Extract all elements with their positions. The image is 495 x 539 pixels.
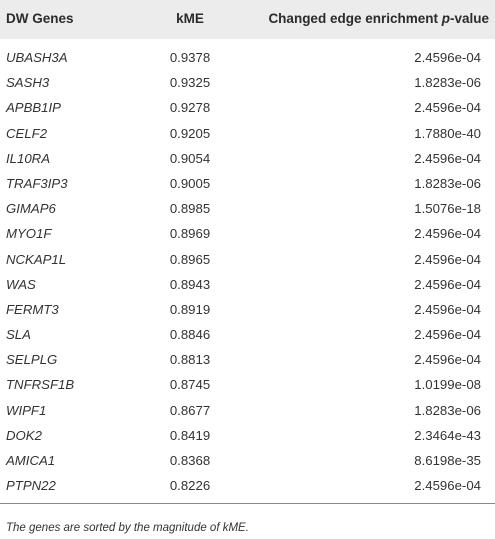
gene-cell: CELF2: [6, 125, 48, 141]
table-row: [0, 95, 495, 120]
pvalue-cell: 2.4596e-04: [414, 100, 481, 116]
kme-cell: 0.9205: [169, 125, 211, 141]
pvalue-cell: 8.6198e-35: [414, 453, 481, 468]
table-row: [0, 347, 495, 372]
table-footnote: The genes are sorted by the magnitude of kME.: [6, 522, 249, 534]
pvalue-cell: 1.8283e-06: [414, 75, 481, 91]
pvalue-cell: 2.4596e-04: [414, 50, 481, 65]
table-row: [0, 448, 495, 473]
kme-cell: 0.8919: [169, 301, 211, 317]
gene-cell: MYO1F: [6, 226, 52, 242]
header-dw-genes: DW Genes: [6, 11, 74, 26]
kme-cell: 0.8677: [169, 402, 211, 418]
pvalue-cell: 2.4596e-04: [414, 352, 481, 368]
header-pvalue: [268, 11, 489, 26]
kme-cell: 0.8813: [169, 352, 211, 368]
pvalue-cell: 2.4596e-04: [414, 301, 481, 317]
pvalue-cell: 2.4596e-04: [414, 276, 481, 292]
gene-cell: NCKAP1L: [6, 251, 67, 267]
kme-cell: 0.8368: [169, 453, 211, 468]
pvalue-cell: 1.5076e-18: [414, 201, 481, 217]
gene-cell: AMICA1: [6, 453, 56, 468]
gene-cell: SLA: [6, 327, 31, 343]
table-row: [0, 473, 495, 498]
kme-cell: 0.8943: [169, 276, 211, 292]
gene-cell: APBB1IP: [6, 100, 61, 116]
gene-cell: FERMT3: [6, 301, 59, 317]
header-kme: kME: [176, 11, 204, 26]
kme-cell: 0.9378: [169, 50, 211, 65]
gene-cell: SASH3: [6, 75, 50, 91]
table-row: [0, 247, 495, 272]
gene-cell: GIMAP6: [6, 201, 56, 217]
gene-cell: TRAF3IP3: [6, 175, 68, 191]
table-row: [0, 423, 495, 448]
table-row: [0, 272, 495, 297]
kme-cell: 0.8985: [169, 201, 211, 217]
header-pvalue-italic: p: [441, 11, 450, 26]
pvalue-cell: 2.4596e-04: [414, 226, 481, 242]
kme-cell: 0.8965: [169, 251, 211, 267]
table-row: [0, 146, 495, 171]
table-row: [0, 372, 495, 397]
pvalue-cell: 1.8283e-06: [414, 402, 481, 418]
gene-cell: SELPLG: [6, 352, 58, 368]
table-row: [0, 196, 495, 221]
gene-cell: PTPN22: [6, 478, 56, 494]
table-header: [0, 0, 495, 39]
kme-cell: 0.9325: [169, 75, 211, 91]
kme-cell: 0.8226: [169, 478, 211, 494]
pvalue-cell: 1.0199e-08: [414, 377, 481, 393]
kme-cell: 0.9278: [169, 100, 211, 116]
gene-cell: UBASH3A: [6, 50, 68, 65]
table-row: [0, 322, 495, 347]
kme-cell: 0.9054: [169, 150, 211, 166]
pvalue-cell: 1.7880e-40: [414, 125, 481, 141]
gene-cell: WAS: [6, 276, 36, 292]
header-pvalue-suffix: -value: [449, 11, 489, 26]
table-row: [0, 171, 495, 196]
gene-cell: WIPF1: [6, 402, 47, 418]
gene-cell: TNFRSF1B: [6, 377, 75, 393]
table-row: [0, 398, 495, 423]
header-pvalue-prefix: Changed edge enrichment: [268, 11, 442, 26]
kme-cell: 0.8846: [169, 327, 211, 343]
pvalue-cell: 2.4596e-04: [414, 327, 481, 343]
kme-cell: 0.8745: [169, 377, 211, 393]
table-row: [0, 70, 495, 95]
kme-cell: 0.9005: [169, 175, 211, 191]
table-row: [0, 297, 495, 322]
table-row: [0, 221, 495, 246]
table-row: [0, 121, 495, 146]
table-body: [0, 39, 495, 498]
pvalue-cell: 2.3464e-43: [414, 427, 481, 443]
pvalue-cell: 2.4596e-04: [414, 478, 481, 494]
gene-cell: DOK2: [6, 427, 42, 443]
pvalue-cell: 2.4596e-04: [414, 150, 481, 166]
kme-cell: 0.8969: [169, 226, 211, 242]
pvalue-cell: 1.8283e-06: [414, 175, 481, 191]
table-bottom-rule: [0, 503, 495, 504]
table-row: [0, 45, 495, 70]
pvalue-cell: 2.4596e-04: [414, 251, 481, 267]
gene-cell: IL10RA: [6, 150, 50, 166]
kme-cell: 0.8419: [169, 427, 211, 443]
